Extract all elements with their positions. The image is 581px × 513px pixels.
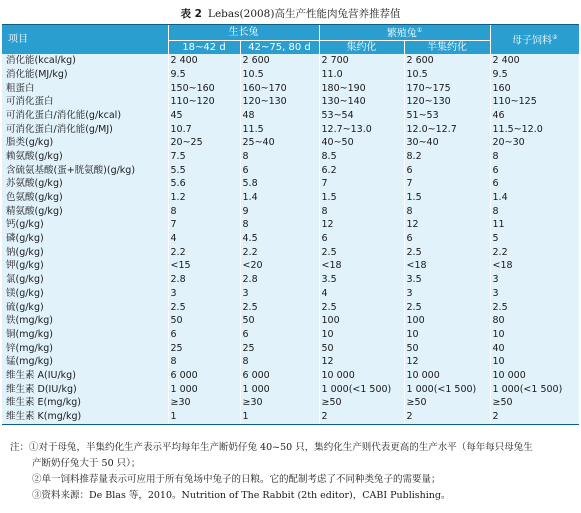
table-row (2, 397, 579, 411)
cell-c5: 1.4 (490, 191, 579, 205)
cell-c3: 2 700 (319, 54, 404, 68)
cell-c3: 10 000 (319, 369, 404, 383)
header-breeding-semi: 半集约化 (404, 41, 490, 55)
note-3: ③资料来源：De Blas 等，2010。Nutrition of The Rabbit (2th editor)，CABI Publishing。 (32, 490, 451, 501)
cell-c2: 2.5 (240, 301, 319, 315)
table-row (2, 191, 579, 205)
cell-c3: 50 (319, 342, 404, 356)
cell-c1: 7.5 (168, 150, 240, 164)
cell-c3: 1.5 (319, 191, 404, 205)
cell-c2: 8 (240, 150, 319, 164)
row-label: 精氨酸(g/kg) (2, 205, 168, 219)
cell-c3: 8 (319, 205, 404, 219)
cell-c4: 6 (404, 164, 490, 178)
cell-c2: 6 (240, 328, 319, 342)
cell-c4: 30~40 (404, 136, 490, 150)
header-breeding-note: ① (416, 27, 423, 34)
table-row (2, 328, 579, 342)
table-row (2, 314, 579, 328)
cell-c5: 11 (490, 219, 579, 233)
cell-c2: 1 (240, 410, 319, 424)
cell-c5: 2 (490, 410, 579, 424)
row-label: 钙(g/kg) (2, 219, 168, 233)
row-label: 氯(g/kg) (2, 273, 168, 287)
cell-c1: 5.6 (168, 178, 240, 192)
cell-c1: 110~120 (168, 95, 240, 109)
cell-c1: 2 400 (168, 54, 240, 68)
table-row (2, 68, 579, 82)
cell-c3: 12 (319, 219, 404, 233)
cell-c1: 1.2 (168, 191, 240, 205)
header-breeding-intensive: 集约化 (319, 41, 404, 55)
cell-c4: 6 (404, 232, 490, 246)
cell-c1: 150~160 (168, 82, 240, 96)
row-label: 消化能(kcal/kg) (2, 54, 168, 68)
table-row (2, 355, 579, 369)
table-caption (0, 6, 581, 22)
table-body (2, 54, 579, 424)
table-row (2, 301, 579, 315)
header-growing: 生长兔 (168, 25, 319, 41)
cell-c3: 2 (319, 410, 404, 424)
row-label: 维生素 A(IU/kg) (2, 369, 168, 383)
cell-c2: 4.5 (240, 232, 319, 246)
cell-c4: 1.5 (404, 191, 490, 205)
cell-c2: <20 (240, 260, 319, 274)
note-2: ②单一饲料推荐量表示可应用于所有兔场中兔子的日粮。它的配制考虑了不同种类兔子的需要量； (32, 474, 441, 485)
cell-c1: 20~25 (168, 136, 240, 150)
cell-c4: <18 (404, 260, 490, 274)
cell-c3: <18 (319, 260, 404, 274)
row-label: 粗蛋白 (2, 82, 168, 96)
cell-c3: 130~140 (319, 95, 404, 109)
row-label: 脂类(g/kg) (2, 136, 168, 150)
cell-c1: 6 (168, 328, 240, 342)
note-1-text: ①对于母兔，半集约化生产表示平均每年生产断奶仔兔 40~50 只，集约化生产则代表更高的生产水平（每年每只母兔生 (29, 442, 533, 453)
cell-c2: 9 (240, 205, 319, 219)
row-label: 硫(g/kg) (2, 301, 168, 315)
row-label: 镁(g/kg) (2, 287, 168, 301)
cell-c4: 12.0~12.7 (404, 123, 490, 137)
row-label: 苏氨酸(g/kg) (2, 178, 168, 192)
cell-c2: 48 (240, 109, 319, 123)
cell-c2: 50 (240, 314, 319, 328)
table-number: 表 2 (180, 8, 202, 20)
table-row (2, 123, 579, 137)
cell-c4: ≥50 (404, 397, 490, 411)
cell-c5: ≥50 (490, 397, 579, 411)
row-label: 可消化蛋白/消化能(g/MJ) (2, 123, 168, 137)
cell-c5: 10 (490, 355, 579, 369)
cell-c5: 2 400 (490, 54, 579, 68)
cell-c2: 1 000 (240, 383, 319, 397)
header-breeding (319, 25, 490, 41)
cell-c4: 51~53 (404, 109, 490, 123)
cell-c2: 2.8 (240, 273, 319, 287)
cell-c4: 50 (404, 342, 490, 356)
cell-c3: 12 (319, 355, 404, 369)
cell-c5: 3 (490, 273, 579, 287)
note-1 (10, 440, 576, 456)
header-mother (490, 25, 579, 54)
cell-c1: 50 (168, 314, 240, 328)
table-row (2, 82, 579, 96)
cell-c2: 8 (240, 355, 319, 369)
table-row (2, 178, 579, 192)
header-growing-b: 42~75, 80 d (240, 41, 319, 55)
cell-c5: 8 (490, 205, 579, 219)
cell-c5: 8 (490, 150, 579, 164)
cell-c5: 10 (490, 328, 579, 342)
cell-c2: ≥30 (240, 397, 319, 411)
cell-c1: 10.7 (168, 123, 240, 137)
cell-c4: 12 (404, 219, 490, 233)
cell-c5: <18 (490, 260, 579, 274)
cell-c2: 6 000 (240, 369, 319, 383)
cell-c3: 40~50 (319, 136, 404, 150)
cell-c1: 7 (168, 219, 240, 233)
row-label: 磷(g/kg) (2, 232, 168, 246)
table-row (2, 136, 579, 150)
cell-c3: 12.7~13.0 (319, 123, 404, 137)
table-row (2, 232, 579, 246)
cell-c1: <15 (168, 260, 240, 274)
notes-prefix: 注： (10, 442, 30, 453)
table-notes (10, 440, 576, 504)
cell-c5: 10 000 (490, 369, 579, 383)
cell-c4: 1 000(<1 500) (404, 383, 490, 397)
cell-c4: 10 000 (404, 369, 490, 383)
cell-c5: 2.2 (490, 246, 579, 260)
cell-c3: 11.0 (319, 68, 404, 82)
cell-c1: 8 (168, 355, 240, 369)
cell-c2: 8 (240, 219, 319, 233)
cell-c3: 4 (319, 287, 404, 301)
table-row (2, 273, 579, 287)
cell-c2: 25~40 (240, 136, 319, 150)
cell-c5: 40 (490, 342, 579, 356)
cell-c5: 2.5 (490, 301, 579, 315)
cell-c3: 8.5 (319, 150, 404, 164)
cell-c3: 1 000(<1 500) (319, 383, 404, 397)
cell-c1: 3 (168, 287, 240, 301)
header-breeding-label: 繁殖兔 (386, 28, 417, 40)
header-mother-note: ② (552, 34, 558, 41)
table-row (2, 342, 579, 356)
cell-c4: 7 (404, 178, 490, 192)
cell-c2: 2 600 (240, 54, 319, 68)
row-label: 钠(g/kg) (2, 246, 168, 260)
cell-c2: 6 (240, 164, 319, 178)
nutrition-table (2, 25, 579, 424)
table-title: Lebas(2008)高生产性能肉兔营养推荐值 (207, 8, 401, 20)
note-1-continuation: 产断奶仔兔大于 50 只）； (32, 458, 141, 469)
cell-c2: 120~130 (240, 95, 319, 109)
cell-c2: 3 (240, 287, 319, 301)
cell-c1: 2.5 (168, 301, 240, 315)
cell-c1: 45 (168, 109, 240, 123)
cell-c3: 10 (319, 328, 404, 342)
cell-c5: 5 (490, 232, 579, 246)
cell-c4: 120~130 (404, 95, 490, 109)
row-label: 锌(mg/kg) (2, 342, 168, 356)
cell-c4: 3.5 (404, 273, 490, 287)
cell-c5: 110~125 (490, 95, 579, 109)
header-item: 项目 (2, 25, 168, 54)
cell-c4: 100 (404, 314, 490, 328)
cell-c4: 2 (404, 410, 490, 424)
row-label: 消化能(MJ/kg) (2, 68, 168, 82)
cell-c4: 8 (404, 205, 490, 219)
table-row (2, 205, 579, 219)
cell-c1: 1 000 (168, 383, 240, 397)
cell-c3: 7 (319, 178, 404, 192)
cell-c5: 3 (490, 287, 579, 301)
cell-c3: 2.5 (319, 301, 404, 315)
row-label: 铜(mg/kg) (2, 328, 168, 342)
table-row (2, 95, 579, 109)
row-label: 维生素 D(IU/kg) (2, 383, 168, 397)
row-label: 可消化蛋白/消化能(g/kcal) (2, 109, 168, 123)
cell-c3: 2.5 (319, 246, 404, 260)
cell-c5: 6 (490, 164, 579, 178)
table-row (2, 54, 579, 68)
cell-c3: 6.2 (319, 164, 404, 178)
cell-c5: 160 (490, 82, 579, 96)
row-label: 锰(mg/kg) (2, 355, 168, 369)
cell-c1: 9.5 (168, 68, 240, 82)
header-growing-a: 18~42 d (168, 41, 240, 55)
cell-c2: 5.8 (240, 178, 319, 192)
row-label: 铁(mg/kg) (2, 314, 168, 328)
cell-c3: 100 (319, 314, 404, 328)
cell-c2: 10.5 (240, 68, 319, 82)
cell-c4: 10.5 (404, 68, 490, 82)
cell-c5: 9.5 (490, 68, 579, 82)
cell-c2: 25 (240, 342, 319, 356)
row-label: 可消化蛋白 (2, 95, 168, 109)
table-row (2, 410, 579, 424)
table-row (2, 109, 579, 123)
cell-c1: 2.2 (168, 246, 240, 260)
table-header (2, 25, 579, 54)
cell-c3: 53~54 (319, 109, 404, 123)
cell-c1: 4 (168, 232, 240, 246)
table-row (2, 164, 579, 178)
cell-c4: 170~175 (404, 82, 490, 96)
cell-c2: 1.4 (240, 191, 319, 205)
table-row (2, 260, 579, 274)
cell-c4: 2.5 (404, 301, 490, 315)
cell-c4: 12 (404, 355, 490, 369)
cell-c3: 180~190 (319, 82, 404, 96)
cell-c1: 2.8 (168, 273, 240, 287)
cell-c5: 80 (490, 314, 579, 328)
cell-c5: 46 (490, 109, 579, 123)
cell-c3: 6 (319, 232, 404, 246)
cell-c4: 2.5 (404, 246, 490, 260)
row-label: 维生素 E(mg/kg) (2, 397, 168, 411)
cell-c1: 25 (168, 342, 240, 356)
table-row (2, 287, 579, 301)
nutrition-table-wrapper (2, 24, 579, 425)
table-row (2, 246, 579, 260)
table-row (2, 219, 579, 233)
cell-c2: 160~170 (240, 82, 319, 96)
cell-c2: 11.5 (240, 123, 319, 137)
cell-c2: 2.2 (240, 246, 319, 260)
row-label: 赖氨酸(g/kg) (2, 150, 168, 164)
table-row (2, 383, 579, 397)
cell-c5: 20~30 (490, 136, 579, 150)
cell-c1: 6 000 (168, 369, 240, 383)
row-label: 色氨酸(g/kg) (2, 191, 168, 205)
table-row (2, 369, 579, 383)
cell-c1: 1 (168, 410, 240, 424)
cell-c3: 3.5 (319, 273, 404, 287)
cell-c4: 8.2 (404, 150, 490, 164)
cell-c4: 3 (404, 287, 490, 301)
cell-c5: 6 (490, 178, 579, 192)
cell-c1: ≥30 (168, 397, 240, 411)
cell-c3: ≥50 (319, 397, 404, 411)
cell-c4: 2 600 (404, 54, 490, 68)
table-row (2, 150, 579, 164)
cell-c5: 11.5~12.0 (490, 123, 579, 137)
row-label: 维生素 K(mg/kg) (2, 410, 168, 424)
row-label: 含硫氨基酸(蛋+胱氨酸)(g/kg) (2, 164, 168, 178)
cell-c1: 5.5 (168, 164, 240, 178)
cell-c1: 8 (168, 205, 240, 219)
cell-c4: 10 (404, 328, 490, 342)
row-label: 钾(g/kg) (2, 260, 168, 274)
header-mother-label: 母子饲料 (512, 35, 553, 47)
cell-c5: 1 000(<1 500) (490, 383, 579, 397)
